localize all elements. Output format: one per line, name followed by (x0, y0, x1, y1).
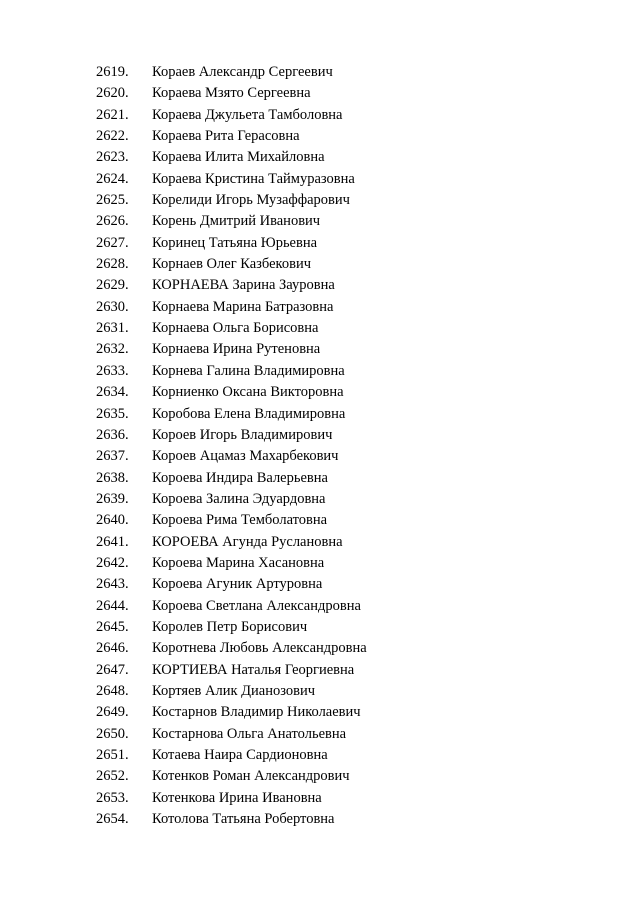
list-item (96, 638, 367, 659)
entry-name: Костарнов Владимир Николаевич (152, 704, 361, 721)
list-item (96, 596, 367, 617)
entry-name: Короева Агуник Артуровна (152, 576, 323, 593)
entry-number: 2651. (96, 747, 129, 763)
list-item (96, 147, 367, 168)
entry-number: 2644. (96, 597, 129, 614)
list-item (96, 553, 367, 574)
entry-name: Кораева Кристина Таймуразовна (152, 170, 355, 187)
entry-name: Корниенко Оксана Викторовна (152, 384, 344, 401)
list-item (96, 233, 367, 254)
list-item (96, 211, 367, 232)
entry-number: 2643. (96, 576, 129, 593)
list-item (96, 660, 367, 681)
list-item (96, 468, 367, 489)
list-item (96, 382, 367, 403)
entry-name: Коротнева Любовь Александровна (152, 640, 367, 657)
list-item (96, 681, 367, 702)
entry-number: 2628. (96, 256, 129, 273)
entry-name: Корнаев Олег Казбекович (152, 256, 311, 273)
entry-name: Корнаева Ирина Рутеновна (152, 341, 321, 358)
entry-name: Котенков Роман Александрович (152, 768, 350, 785)
list-item (96, 766, 367, 787)
list-item (96, 745, 367, 766)
name-list (96, 62, 367, 830)
entry-number: 2639. (96, 490, 129, 507)
entry-number: 2629. (96, 277, 129, 294)
entry-name: Котолова Татьяна Робертовна (152, 811, 335, 828)
entry-name: КОРНАЕВА Зарина Зауровна (152, 277, 335, 294)
entry-name: Короева Рима Темболатовна (152, 512, 328, 529)
entry-number: 2625. (96, 192, 129, 209)
entry-name: Корелиди Игорь Музаффарович (152, 192, 350, 209)
entry-name: Котенкова Ирина Ивановна (152, 789, 322, 806)
entry-name: Короева Залина Эдуардовна (152, 490, 326, 507)
entry-number: 2636. (96, 426, 129, 443)
list-item (96, 809, 367, 830)
list-item (96, 446, 367, 467)
entry-number: 2620. (96, 85, 129, 102)
list-item (96, 532, 367, 553)
list-item (96, 126, 367, 147)
entry-name: Корнева Галина Владимировна (152, 362, 345, 379)
entry-name: Корнаева Марина Батразовна (152, 298, 334, 315)
entry-number: 2640. (96, 512, 129, 529)
entry-number: 2638. (96, 469, 129, 486)
entry-name: Короева Светлана Александровна (152, 597, 361, 614)
list-item (96, 275, 367, 296)
entry-name: Короева Индира Валерьевна (152, 469, 328, 486)
list-item (96, 318, 367, 339)
list-item (96, 339, 367, 360)
entry-name: Кораев Александр Сергеевич (152, 64, 333, 80)
entry-name: Кораева Илита Михайловна (152, 149, 325, 166)
entry-name: Коробова Елена Владимировна (152, 405, 346, 422)
entry-number: 2631. (96, 320, 129, 337)
list-item (96, 361, 367, 382)
entry-number: 2624. (96, 170, 129, 187)
entry-number: 2649. (96, 704, 129, 721)
list-item (96, 297, 367, 318)
entry-number: 2641. (96, 533, 129, 550)
entry-name: Костарнова Ольга Анатольевна (152, 725, 347, 742)
entry-number: 2633. (96, 362, 129, 379)
entry-number: 2650. (96, 725, 129, 742)
entry-number: 2621. (96, 106, 129, 123)
entry-name: КОРТИЕВА Наталья Георгиевна (152, 661, 355, 678)
entry-number: 2646. (96, 640, 129, 657)
entry-number: 2632. (96, 341, 129, 358)
list-item (96, 702, 367, 723)
entry-number: 2619. (96, 64, 129, 80)
list-item (96, 404, 367, 425)
entry-number: 2630. (96, 298, 129, 315)
list-item (96, 83, 367, 104)
entry-name: Кораева Джульета Тамболовна (152, 106, 343, 123)
entry-number: 2645. (96, 618, 129, 635)
entry-number: 2634. (96, 384, 129, 401)
entry-name: Короев Ацамаз Махарбекович (152, 448, 339, 465)
entry-number: 2653. (96, 789, 129, 806)
entry-number: 2648. (96, 682, 129, 699)
entry-number: 2623. (96, 149, 129, 166)
list-item (96, 254, 367, 275)
entry-number: 2647. (96, 661, 129, 678)
entry-name: Котаева Наира Сардионовна (152, 747, 328, 763)
entry-number: 2654. (96, 811, 129, 828)
entry-name: Кортяев Алик Дианозович (152, 682, 316, 699)
list-item (96, 169, 367, 190)
entry-name: Королев Петр Борисович (152, 618, 308, 635)
list-item (96, 788, 367, 809)
entry-number: 2637. (96, 448, 129, 465)
entry-number: 2626. (96, 213, 129, 230)
list-item (96, 724, 367, 745)
list-item (96, 105, 367, 126)
entry-number: 2642. (96, 554, 129, 571)
entry-name: Кораева Рита Герасовна (152, 128, 300, 145)
list-item (96, 510, 367, 531)
entry-name: Короев Игорь Владимирович (152, 426, 333, 443)
entry-number: 2627. (96, 234, 129, 251)
list-item (96, 489, 367, 510)
entry-number: 2622. (96, 128, 129, 145)
list-item (96, 574, 367, 595)
entry-name: Коринец Татьяна Юрьевна (152, 234, 318, 251)
list-item (96, 62, 367, 83)
entry-name: Кораева Мзято Сергеевна (152, 85, 311, 102)
list-item (96, 425, 367, 446)
entry-name: КОРОЕВА Агунда Руслановна (152, 533, 343, 550)
entry-name: Короева Марина Хасановна (152, 554, 325, 571)
list-item (96, 190, 367, 211)
entry-name: Корнаева Ольга Борисовна (152, 320, 319, 337)
entry-name: Корень Дмитрий Иванович (152, 213, 321, 230)
entry-number: 2635. (96, 405, 129, 422)
entry-number: 2652. (96, 768, 129, 785)
list-item (96, 617, 367, 638)
